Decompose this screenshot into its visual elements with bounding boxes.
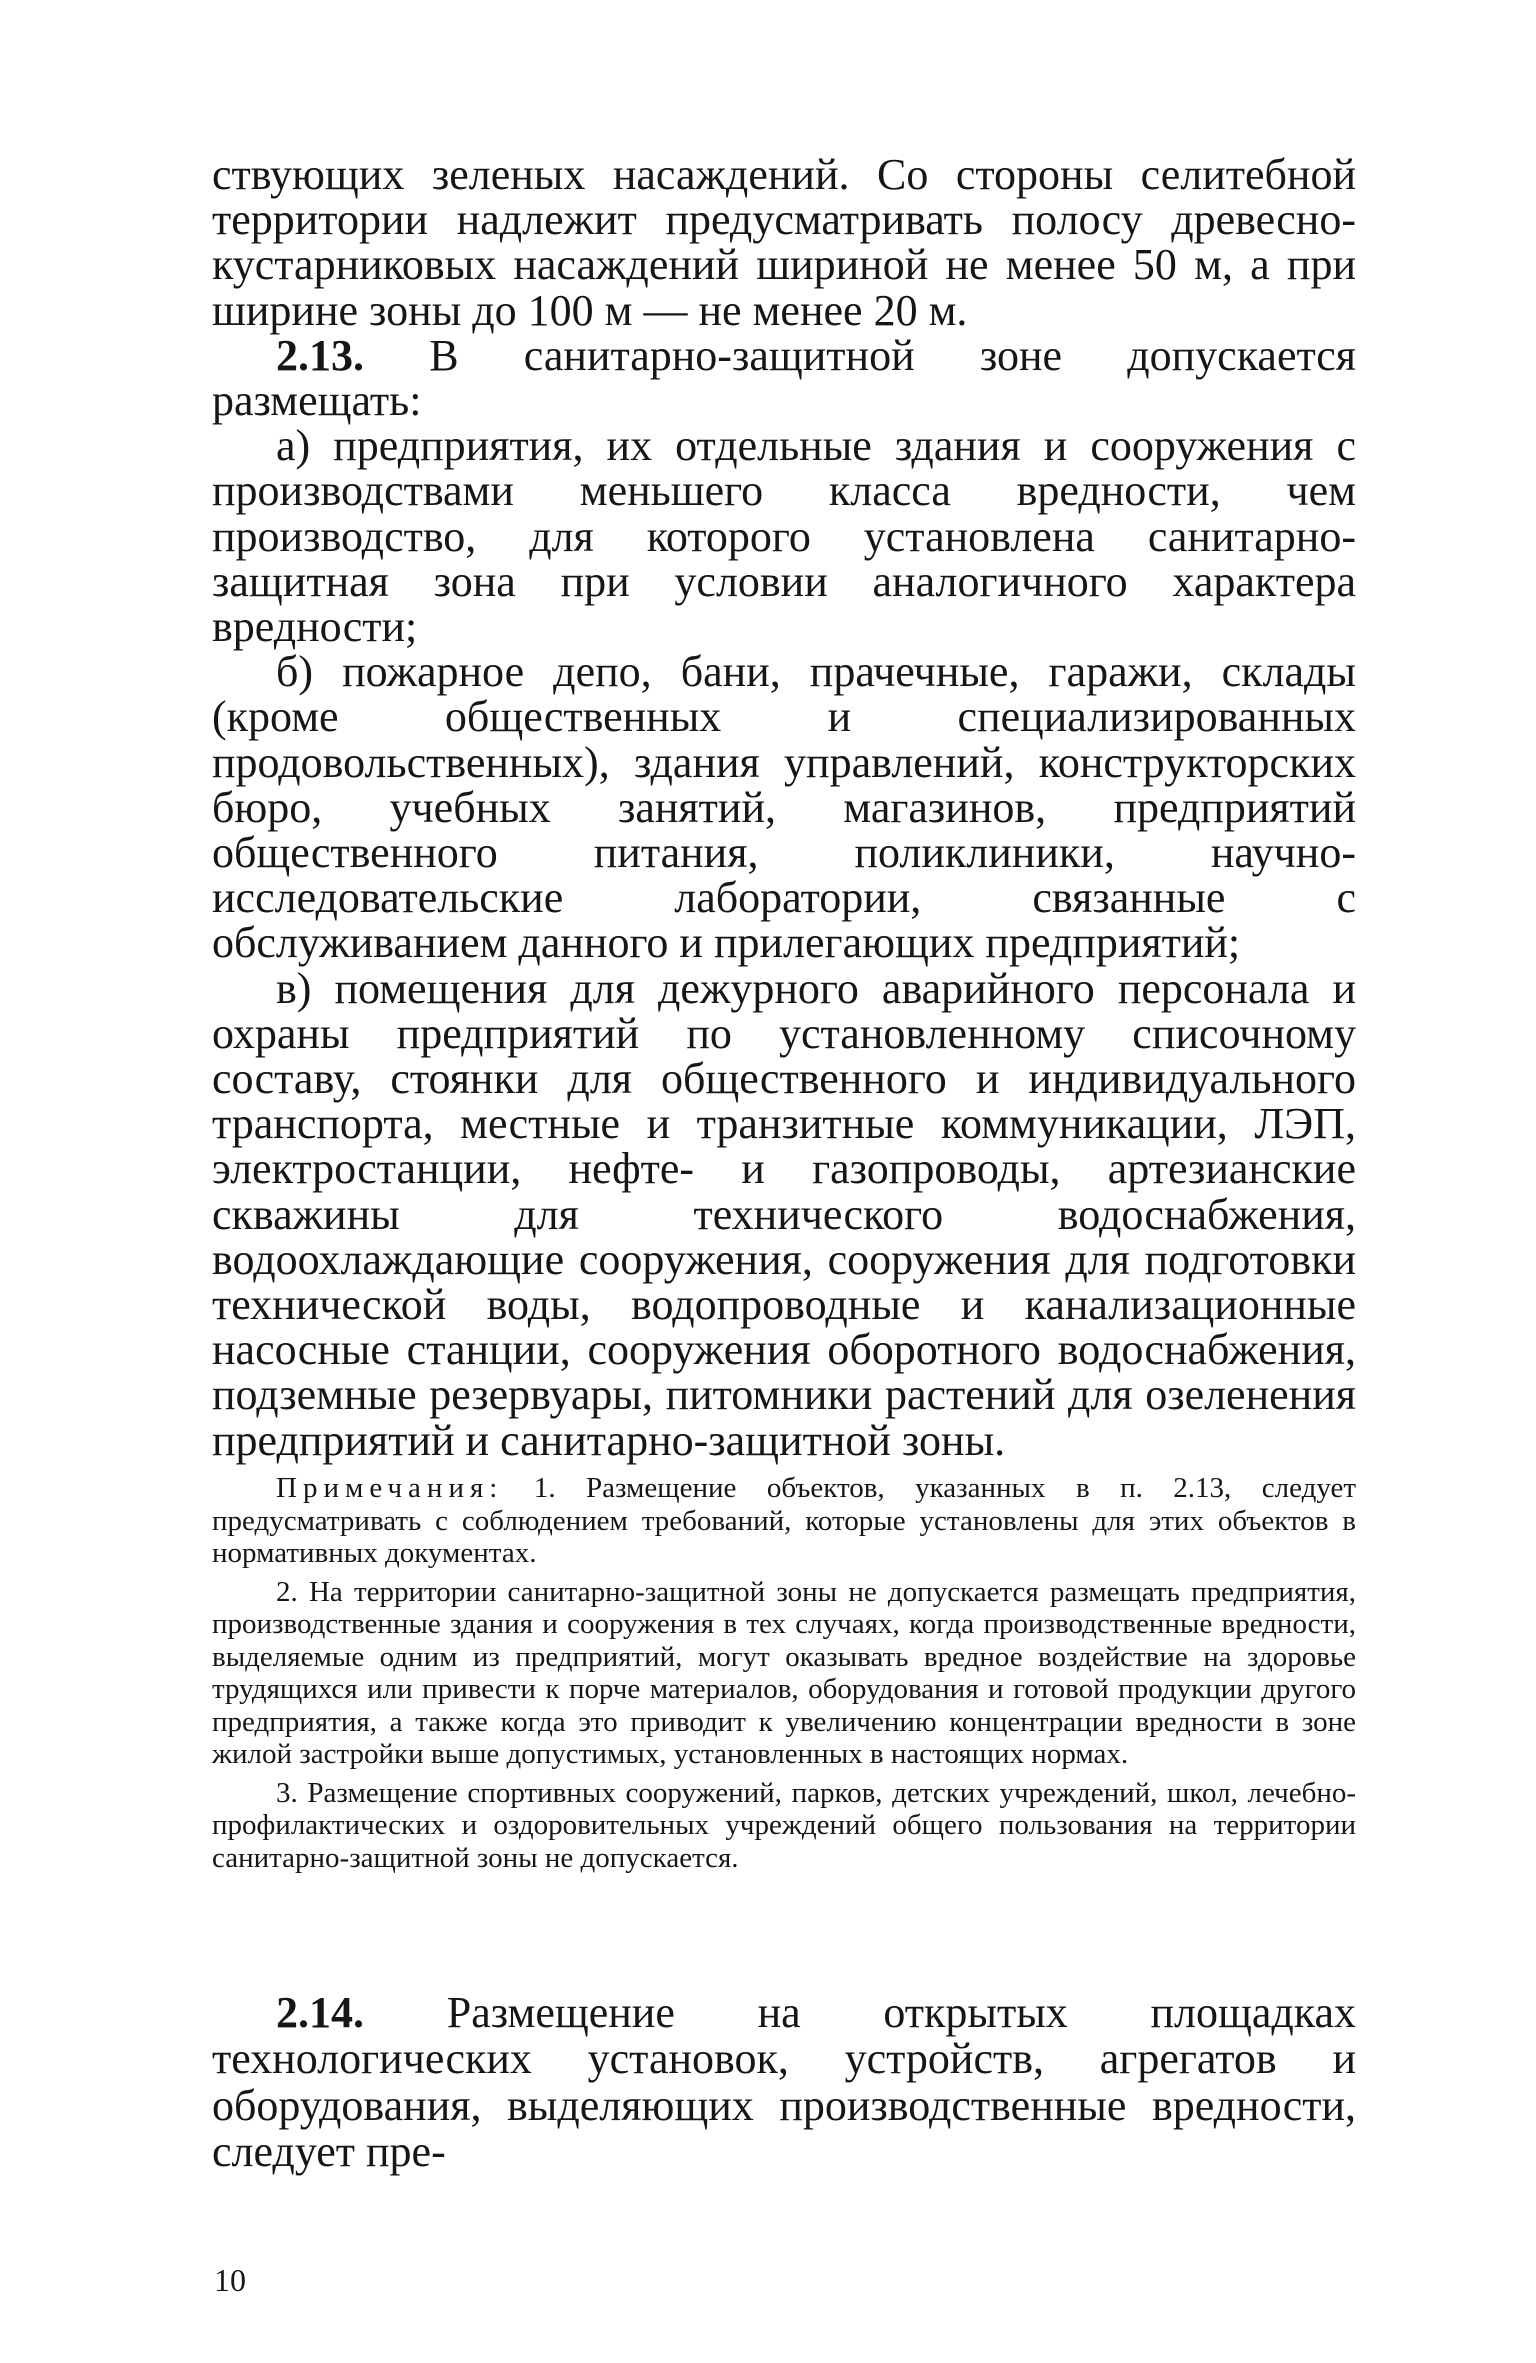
clause-2-13-text: В санитарно-защитной зоне допускается размещать:: [212, 330, 1357, 426]
clause-2-14-number: 2.14.: [276, 1988, 364, 2037]
notes-block: [212, 1472, 1356, 1880]
notes-label: Примечания:: [276, 1472, 504, 1504]
clause-2-13-item-v: в) помещения для дежурного аварийного персонала и охраны предприятий по установленному списочному составу, стоянки для общественного и индивидуального транспорта, местные и транзитные коммуникации, ЛЭП, электростанции, нефте- и газопроводы, артезианские скважины для технического водоснабжения, водоохлаждающие сооружения, сооружения для подготовки технической воды, водопроводные и канализационные насосные станции, сооружения оборотного водоснабжения, подземные резервуары, питомники растений для озеленения предприятий и санитарно-защитной зоны.: [212, 963, 1356, 1465]
clause-2-13-item-b: б) пожарное депо, бани, прачечные, гаражи, склады (кроме общественных и специализированных продовольственных), здания управлений, конструкторских бюро, учебных занятий, магазинов, предприятий общественного питания, поликлиники, научно-исследовательские лаборатории, связанные с обслуживанием данного и прилегающих предприятий;: [212, 647, 1356, 968]
main-text-block: [212, 152, 1356, 1463]
clause-2-14: [212, 1990, 1356, 2175]
note-3: 3. Размещение спортивных сооружений, парков, детских учреждений, школ, лечебно-профилактических и оздоровительных учреждений общего пользования на территории санитарно-защитной зоны не допускается.: [212, 1776, 1356, 1874]
page-number: 10: [214, 2262, 246, 2298]
note-1: [212, 1472, 1356, 1570]
continuation-paragraph: ствующих зеленых насаждений. Со стороны селитебной территории надлежит предусматривать полосу древесно-кустарниковых насаждений шириной не менее 50 м, а при ширине зоны до 100 м — не менее 20 м.: [212, 150, 1356, 335]
clause-2-14-text: Размещение на открытых площадках технологических установок, устройств, агрегатов и оборудования, выделяющих производственные вредности, следует пре-: [212, 1988, 1356, 2176]
clause-2-13-item-a: а) предприятия, их отдельные здания и сооружения с производствами меньшего класса вредности, чем производство, для которого установлена санитарно-защитная зона при условии аналогичного характера вредности;: [212, 421, 1356, 652]
note-2: 2. На территории санитарно-защитной зоны не допускается размещать предприятия, производственные здания и сооружения в тех случаях, когда производственные вредности, выделяемые одним из предприятий, могут оказывать вредное воздействие на здоровье трудящихся или привести к порче материалов, оборудования и готовой продукции другого предприятия, а также когда это приводит к увеличению концентрации вредности в зоне жилой застройки выше допустимых, установленных в настоящих нормах.: [212, 1575, 1356, 1770]
clause-2-13: [212, 330, 1357, 426]
note-1-text: 1. Размещение объектов, указанных в п. 2.13, следует предусматривать с соблюдением требований, которые установлены для этих объектов в нормативных документах.: [212, 1472, 1356, 1569]
clause-2-13-number: 2.13.: [276, 330, 364, 380]
